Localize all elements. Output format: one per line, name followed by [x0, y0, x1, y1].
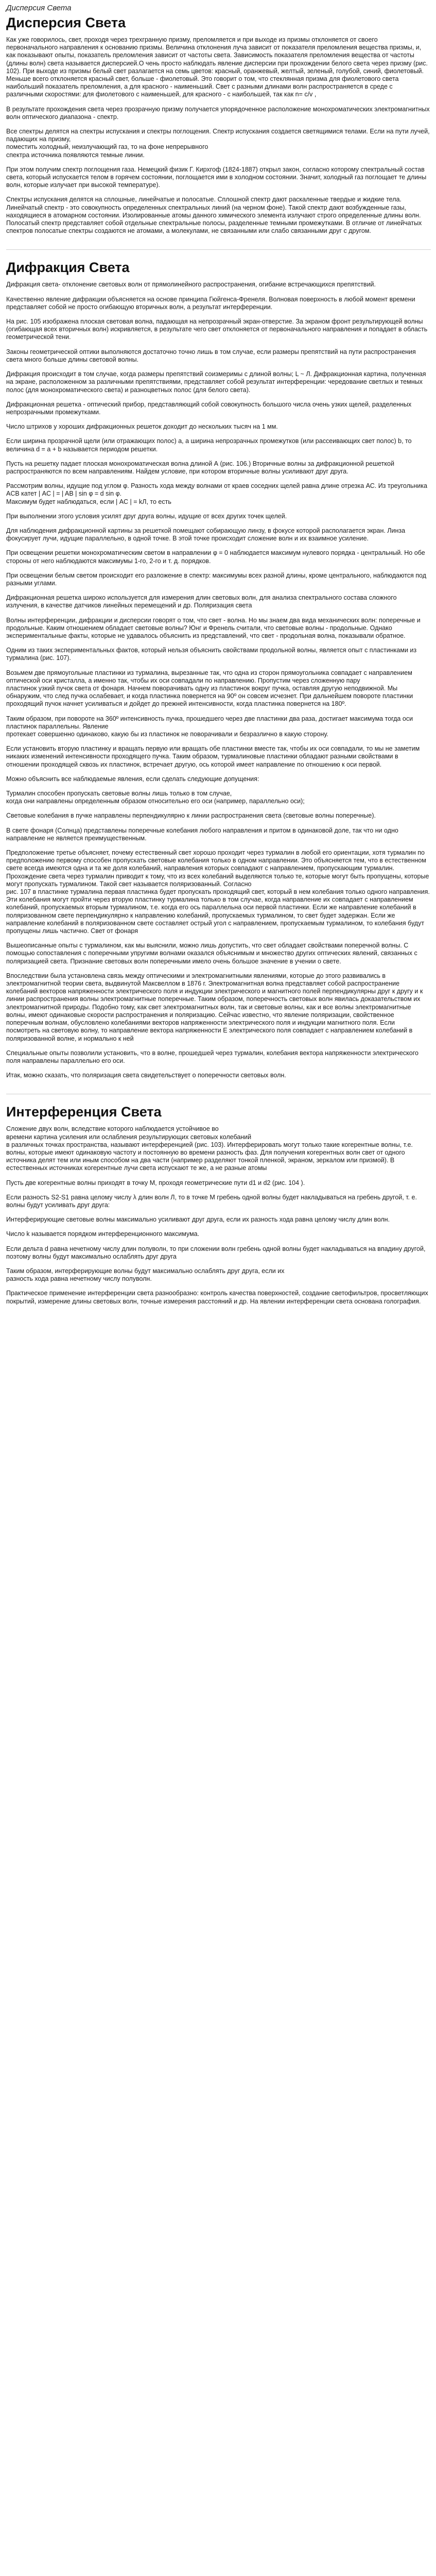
body-paragraph: На рис. 105 изображена плоская световая волна, падающая на непрозрачный экран-отверстие. За экраном фронт результирующей волны (огибающая всех вторичных волн) искривляется, в результате чего свет отклоняется от первоначального направления и попадает в область геометрической тени.: [6, 318, 428, 341]
section-divider: [6, 249, 431, 250]
body-paragraph: Интерферирующие световые волны максимально усиливают друг друга, если их разность хода равна целому числу длин волн.: [6, 1216, 390, 1224]
section-heading: Интерференция Света: [6, 1104, 162, 1120]
window-title: Дисперсия Света: [6, 4, 72, 12]
body-paragraph: В свете фонаря (Солнца) представлены поперечные колебания любого направления и притом в одинаковой доле, так что ни одно направление не является преимущественным.: [6, 826, 398, 842]
body-paragraph: Дифракция света- отклонение световых волн от прямолинейного распространения, огибание встречающихся препятствий.: [6, 281, 376, 289]
body-paragraph: Пусть две когерентные волны приходят в точку М, проходя геометрические пути d1 и d2 (рис. 104 ).: [6, 1179, 305, 1187]
body-paragraph: Как уже говорилось, свет, проходя через трехгранную призму, преломляется и при выходе из призмы отклоняется от своего первоначального направления к основанию призмы. Величина отклонения луча зависит от показателя преломления вещества призмы, и, как показывают опыты, показатель преломления зависит от частоты света. Зависимость показателя преломления вещества от частоты (длины волн) света называется дисперсией.О чень просто наблюдать явление дисперсии при прохождении белого света через призму (рис. 102). При выходе из призмы белый свет разлагается на семь цветов: красный, оранжевый, желтый, зеленый, голубой, синий, фиолетовый. Меньше всего отклоняется красный свет, больше - фиолетовый. Это говорит о том, что стеклянная призма для фиолетового света наибольший показатель преломления, а для красного - наименьший. Свет с разными длинами волн распространяется в среде с различными скоростями: для фиолетового с наименьшей, для красного - с наибольшей, так как n= c/v ,: [6, 36, 428, 98]
body-paragraph: Таким образом, интерферирующие волны будут максимально ослаблять друг друга, если их разность хода равна нечетному числу полуволн.: [6, 1267, 285, 1283]
body-paragraph: Дифракционная решетка широко используется для измерения длин световых волн, для анализа спектрального состава сложного излучения, в качестве датчиков линейных перемещений и др. Поляризация света: [6, 594, 397, 609]
body-paragraph: Световые колебания в пучке направлены перпендикулярно к линии распространения света (световые волны поперечные).: [6, 812, 376, 820]
body-paragraph: Волны интерференции, дифракции и дисперсии говорят о том, что свет - волна. Но мы знаем два вида механических волн: поперечные и продольные. Каким отношением обладает световые волны? Юнг и Френель считали, что световые волны - продольные. Однако экспериментальные факты, которые не удавалось объяснить из представлений, что свет - продольная волна, показывали обратное.: [6, 616, 421, 639]
body-paragraph: При освещении белым светом происходит его разложение в спектр: максимумы всех разной длины, кроме центрального, наблюдаются под разными углами.: [6, 571, 427, 587]
body-paragraph: Число штрихов у хороших дифракционных решеток доходит до нескольких тысяч на 1 мм.: [6, 423, 278, 431]
body-paragraph: Таким образом, при повороте на 360º интенсивность пучка, прошедшего через две пластинки два раза, достигает максимума тогда оси пластинок параллельны. Явление протекает совершенно одинаково, какую бы из пластинок не поворачивали и безразлично в какую сторону.: [6, 715, 413, 738]
document-content: [6, 14, 431, 1306]
body-paragraph: Если разность S2-S1 равна целому числу λ длин волн Л, то в точке М гребень одной волны будет накладываться на гребень другой, т. е. волны будут усиливать друг друга:: [6, 1193, 417, 1209]
body-paragraph: При освещении решетки монохроматическим светом в направлении φ = 0 наблюдается максимум нулевого порядка - центральный. Но обе стороны от него наблюдаются максимумы 1-го, 2-го и т. д. порядков.: [6, 549, 425, 565]
body-paragraph: При этом получим спектр поглощения газа. Немецкий физик Г. Кирхгоф (1824-1887) открыл закон, согласно которому спектральный состав света, который испускается телом в горячем состоянии, поглощается ими в холодном состоянии. Значит, холодный газ поглощает те длины волн, которые излучает при высокой температуре).: [6, 165, 427, 189]
body-paragraph: Дифракция происходит в том случае, когда размеры препятствий соизмеримы с длиной волны; L ~ Л. Дифракционная картина, полученная на экране, расположенном за различными препятствиями, представляет собой результат интерференции: чередование светлых и темных полос (для монохроматического света) и разноцветных полос (для белого света).: [6, 370, 426, 394]
body-paragraph: Специальные опыты позволили установить, что в волне, прошедшей через турмалин, колебания вектора напряженности электрического поля направлены параллельно его оси.: [6, 1049, 418, 1064]
body-paragraph: Итак, можно сказать, что поляризация света свидетельствует о поперечности световых волн.: [6, 1072, 286, 1079]
body-paragraph: Практическое применение интерференции света разнообразно: контроль качества поверхностей, создание светофильтров, просветляющих покрытий, измерение длины световых волн, точные измерения расстояний и др. На явлении интерференции света основана голография.: [6, 1290, 428, 1305]
body-paragraph: В результате прохождения света через прозрачную призму получается упорядоченное расположение монохроматических электромагнитных волн оптического диапазона - спектр.: [6, 105, 430, 121]
section-heading: Дифракция Света: [6, 260, 130, 276]
body-paragraph: Если дельта d равна нечетному числу длин полуволн, то при сложении волн гребень одной волны будет накладываться на впадину другой, поэтому волны будут максимально ослаблять друг друга: [6, 1245, 426, 1260]
body-paragraph: При выполнении этого условия усилят друг друга волны, идущие от всех других точек щелей.: [6, 512, 287, 520]
body-paragraph: Вышеописанные опыты с турмалином, как мы выяснили, можно лишь допустить, что свет обладает свойствами поперечной волны. С помощью сопоставления с поперечными упругими волнами оказался объяснимым и множество других оптических явлений, связанных с поляризацией света. Признание световых волн поперечными имело очень большое значение в учении о свете.: [6, 942, 417, 965]
body-paragraph: Пусть на решетку падает плоская монохроматическая волна длиной А (рис. 106.) Вторичные волны за дифракционной решеткой распространяются по всем направлениям. Найдем условие, при котором вторичные волны усиливают друг друга.: [6, 460, 394, 475]
body-paragraph: Если установить вторую пластинку и вращать первую или вращать обе пластинки вместе так, чтобы их оси совпадали, то мы не заметим никаких изменений интенсивности проходящего пучка. Таким образом, турмалиновые пластинки обладают разными свойствами в отношении проходящей сквозь их пластинок, встречает другую, ось которой имеет направление по отношению к оси первой.: [6, 745, 420, 768]
body-paragraph: Число k называется порядком интерференционного максимума.: [6, 1230, 200, 1238]
body-paragraph: Для наблюдения дифракционной картины за решеткой помещают собирающую линзу, в фокусе которой располагается экран. Линза фокусирует лучи, идущие параллельно, в одной точке. В этой точке происходит сложение волн и их взаимное усиление.: [6, 527, 406, 543]
body-paragraph: Если ширина прозрачной щели (или отражающих полос) а, а ширина непрозрачных промежутков (или рассеивающих свет полос) b, то величина d = a + b называется периодом решетки.: [6, 437, 412, 453]
section-heading: Дисперсия Света: [6, 15, 126, 30]
body-paragraph: Турмалин способен пропускать световые волны лишь только в том случае, когда они направлены определенным образом относительно его оси (например, параллельно оси);: [6, 790, 305, 805]
body-paragraph: Все спектры делятся на спектры испускания и спектры поглощения. Спектр испускания создается светящимися телами. Если на пути лучей, падающих на призму, поместить холодный, неизлучающий газ, то на фоне непрерывного спектра источника появляются темные линии.: [6, 128, 430, 159]
body-paragraph: Можно объяснить все наблюдаемые явления, если сделать следующие допущения:: [6, 775, 259, 783]
body-paragraph: Впоследствии была установлена связь между оптическими и электромагнитными явлениями, которые до этого развивались в электромагнитной теории света, выдвинутой Максвеллом в 1876 г. Электромагнитная волна представляет собой распространение колебаний векторов напряженности электрического поля и индукции электрического и магнитного полей перпендикулярны друг к другу и к линии распространения волны электромагнитные поперечные. Таким образом, поперечность световых волн явилась доказательством их электромагнитной природы. Подобно тому, как свет электромагнитных волн, так и световые волны, как и все волны электромагнитные волны, имеют одинаковые скорости распространения и поляризацию. Сейчас известно, что явление поляризации, свойственное поперечным волнам, обусловлено колебаниями векторов напряженности электрического поля и индукции магнитного поля. Если посмотреть на световую волну, то направление вектора напряженности Е электрического поля совпадает с направлением колебаний в поляризованной волне, и нормально к ней: [6, 972, 423, 1042]
body-paragraph: Возьмем две прямоугольные пластинки из турмалина, вырезанные так, что одна из сторон прямоугольника совпадает с направлением оптической оси кристалла, а именно так, чтобы их оси совпадали по направлению. Пропустим через сложенную пару пластинок узкий пучок света от фонаря. Начнем поворачивать одну из пластинок вокруг пучка, оставляя другую неподвижной. Мы обнаружим, что след пучка ослабевает, и когда пластинка повернется на 90º он совсем исчезнет. При дальнейшем повороте пластинки проходящий пучок начнет усиливаться и дойдет до прежней интенсивности, когда пластинка повернется на 180º.: [6, 669, 413, 708]
body-paragraph: Предположение третье объясняет, почему естественный свет хорошо проходит через турмалин в любой его ориентации, хотя турмалин по предположению первому способен пропускать световые колебания только в одном направлении. Это объясняется тем, что в естественном свете всегда имеются одна и та же доля колебаний, направления которых совпадают с направлением, пропускающим турмалин. Прохождение света через турмалин приводит к тому, что из всех колебаний выделяются только те, которые могут быть пропущены, которые могут пропускать турмалином. Такой свет называется поляризованный. Согласно рис. 107 в пластинке турмалина первая пластинка будет пропускать проходящий свет, который в нем колебания только одного направления. Эти колебания могут пройти через вторую пластинку турмалина только в том случае, когда направление их совпадает с направлением колебаний, пропускаемых вторым турмалином, т.е. когда его ось параллельна оси первой пластинки. Если же направление колебаний в поляризованном свете перпендикулярно к направлению колебаний, пропускаемых турмалином, то свет будет задержан. Если же направление колебаний в поляризованном свете составляет острый угол с направлением, пропускаемым турмалином, то колебания будут пропущены лишь частично. Свет от фонаря: [6, 849, 430, 935]
body-paragraph: Дифракционная решетка - оптический прибор, представляющий собой совокупность большого числа очень узких щелей, разделенных непрозрачными промежутками.: [6, 400, 412, 416]
body-paragraph: Одним из таких экспериментальных фактов, который нельзя объяснить свойствами продольной волны, является опыт с пластинками из турмалина (рис. 107).: [6, 647, 417, 662]
body-paragraph: Качественно явление дифракции объясняется на основе принципа Гюйгенса-Френеля. Волновая поверхность в любой момент времени представляет собой не просто огибающую вторичных волн, а результат интерференции.: [6, 295, 415, 311]
body-paragraph: Рассмотрим волны, идущие под углом φ. Разность хода между волнами от краев соседних щелей равна длине отрезка АС. Из треугольника ACB катет | AC | = | AB | sin φ = d sin φ. Максимум будет наблюдаться, если | AC | = kЛ, то есть: [6, 482, 427, 505]
body-paragraph: Сложение двух волн, вследствие которого наблюдается устойчивое во времени картина усиления или ослабления результирующих световых колебаний в различных точках пространства, называют интерференцией (рис. 103). Интерферировать могут только такие когерентные волны, т.е. волны, которые имеют одинаковую частоту и постоянную во времени разность фаз. Для получения когерентных волн свет от одного источника делят тем или иным способом на два части (например разделяют тонкой пленкой, экраном, зеркалом или призмой). В естественных источниках когерентные лучи света испускают те же, а не разные атомы: [6, 1125, 413, 1172]
body-paragraph: Спектры испускания делятся на сплошные, линейчатые и полосатые. Сплошной спектр дают раскаленные твердые и жидкие тела. Линейчатый спектр - это совокупность определенных спектральных линий (на черном фоне). Такой спектр дают возбужденные газы, находящиеся в атомарном состоянии. Изолированные атомы данного химического элемента излучают строго определенные длины волн. Полосатый спектр представляет собой отдельные спектральные полосы, разделенные темными промежутками. В отличие от линейчатых спектров полосатые спектры создаются не атомами, а молекулами, не связанными или слабо связанными друг с другом.: [6, 196, 422, 235]
body-paragraph: Законы геометрической оптики выполняются достаточно точно лишь в том случае, если размеры препятствий на пути распространения света много больше длины световой волны.: [6, 348, 416, 363]
